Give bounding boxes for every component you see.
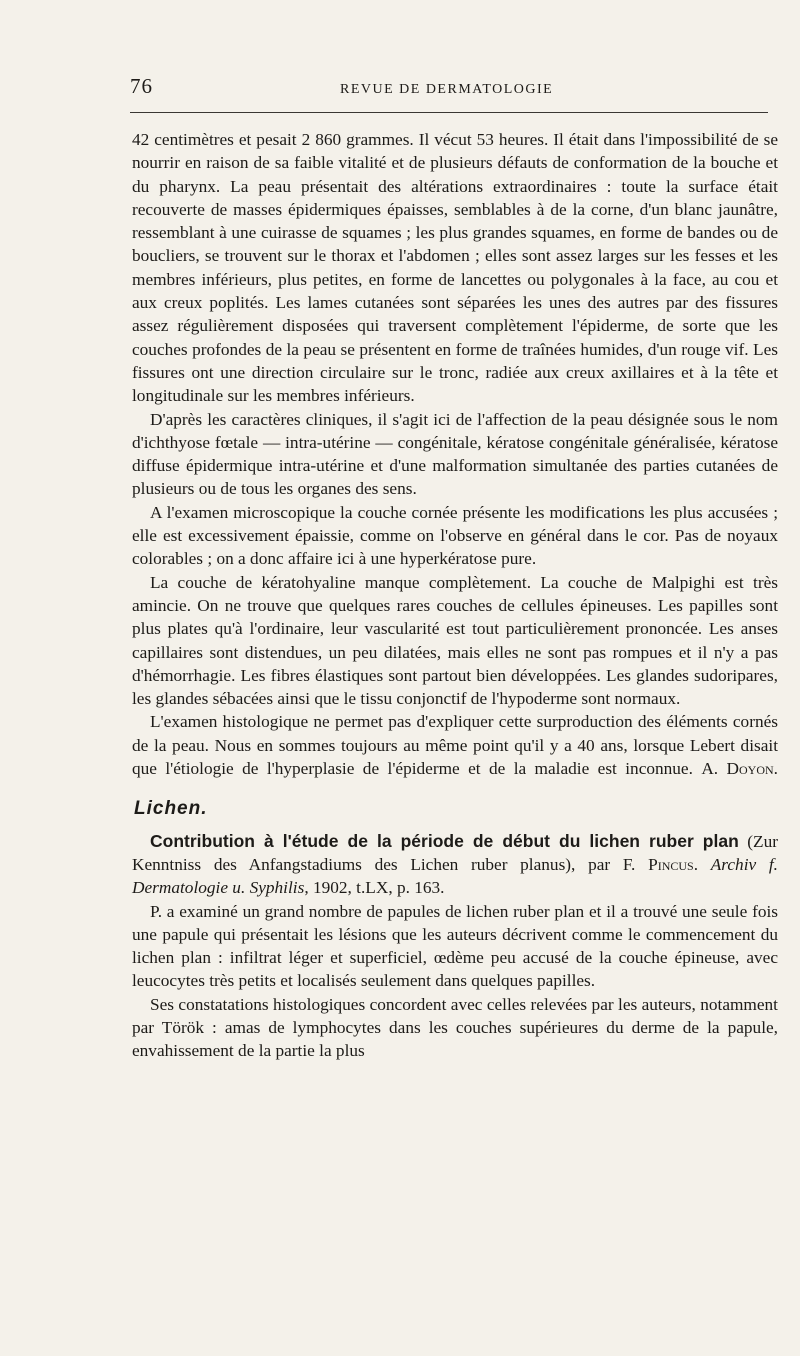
journal-separator: .: [693, 854, 711, 874]
paragraph-text: L'examen histologique ne permet pas d'expliquer cette surproduction des éléments cornés de la peau. Nous en sommes toujours au même point qu'il y a 40 ans, lorsque Lebert disait que l'étiologie de l'hyperplasie de l'épiderme et de la maladie est inconnue.: [132, 712, 778, 779]
paragraph: La couche de kératohyaline manque complètement. La couche de Malpighi est très amincie. On ne trouve que quelques rares couches de cellules épineuses. Les papilles sont plus plates qu'à l'ordinaire, leur vascularité est tout particulièrement prononcée. Les anses capillaires sont distendues, un peu dilatées, mais elles ne sont pas rompues et il n'y a pas d'hémorrhagie. Les fibres élastiques sont partout bien développées. Les glandes sudoripares, les glandes sébacées ainsi que le tissu conjonctif de l'hypoderme sont normaux.: [132, 572, 778, 709]
article-heading: [132, 830, 778, 900]
paragraph: Ses constatations histologiques concordent avec celles relevées par les auteurs, notamment par Török : amas de lymphocytes dans les couches supérieures du derme de la papule, envahissement de la partie la plus: [132, 994, 778, 1061]
body-text: [132, 128, 778, 1063]
paragraph: 42 centimètres et pesait 2 860 grammes. Il vécut 53 heures. Il était dans l'impossibilité de se nourrir en raison de sa faible vitalité et de plusieurs défauts de conformation de la bouche et du pharynx. La peau présentait des altérations extraordinaires : toute la surface était recouverte de masses épidermiques épaisses, semblables à de la corne, d'un blanc jaunâtre, ressemblant à une cuirasse de squames ; les plus grandes squames, en forme de bandes ou de boucliers, se trouvent sur le thorax et l'abdomen ; elles sont assez larges sur les fesses et les membres inférieurs, plus petites, en forme de lancettes ou polygonales à la face, au cou et aux creux poplités. Les lames cutanées sont séparées les unes des autres par des fissures assez régulièrement disposées qui traversent complètement l'épiderme, de sorte que les couches profondes de la peau se présentent en forme de traînées humides, d'un rouge vif. Les fissures ont une direction circulaire sur le tronc, radiée aux creux axillaires et à la tête et longitudinale sur les membres inférieurs.: [132, 130, 778, 406]
section-title: Lichen.: [134, 798, 208, 820]
page-number: 76: [130, 74, 153, 98]
paragraph: A l'examen microscopique la couche cornée présente les modifications les plus accusées ; elle est excessivement épaissie, comme on l'observe en général dans le cor. Pas de noyaux colorables ; on a donc affaire ici à une hyperkératose pure.: [132, 502, 778, 569]
header-rule: [130, 112, 768, 113]
article-author: Pincus: [648, 854, 694, 874]
running-head: REVUE DE DERMATOLOGIE: [340, 82, 554, 97]
author-signature: A. Doyon.: [701, 759, 778, 779]
journal-name: Archiv f. Dermatologie u. Syphilis: [132, 854, 778, 898]
page-header: [130, 74, 780, 104]
paragraph: P. a examiné un grand nombre de papules de lichen ruber plan et il a trouvé une seule fois une papule qui présentait les lésions que les auteurs décrivent comme le commencement du lichen plan : infiltrat léger et superficiel, œdème peu accusé de la couche épineuse, avec leucocytes très petits et localisés seulement dans quelques papilles.: [132, 901, 778, 991]
article-title: Contribution à l'étude de la période de début du lichen ruber plan: [150, 830, 739, 851]
article-subtitle: (Zur Kenntniss des Anfangstadiums des Lichen ruber planus), par F.: [132, 831, 779, 874]
paragraph: [132, 710, 778, 780]
citation: , 1902, t.LX, p. 163.: [304, 878, 445, 898]
paragraph: D'après les caractères cliniques, il s'agit ici de l'affection de la peau désignée sous le nom d'ichthyose fœtale — intra-utérine — congénitale, kératose congénitale généralisée, kératose diffuse épidermique intra-utérine et d'une malformation simultanée des parties cutanées de plusieurs ou de tous les organes des sens.: [132, 409, 778, 499]
